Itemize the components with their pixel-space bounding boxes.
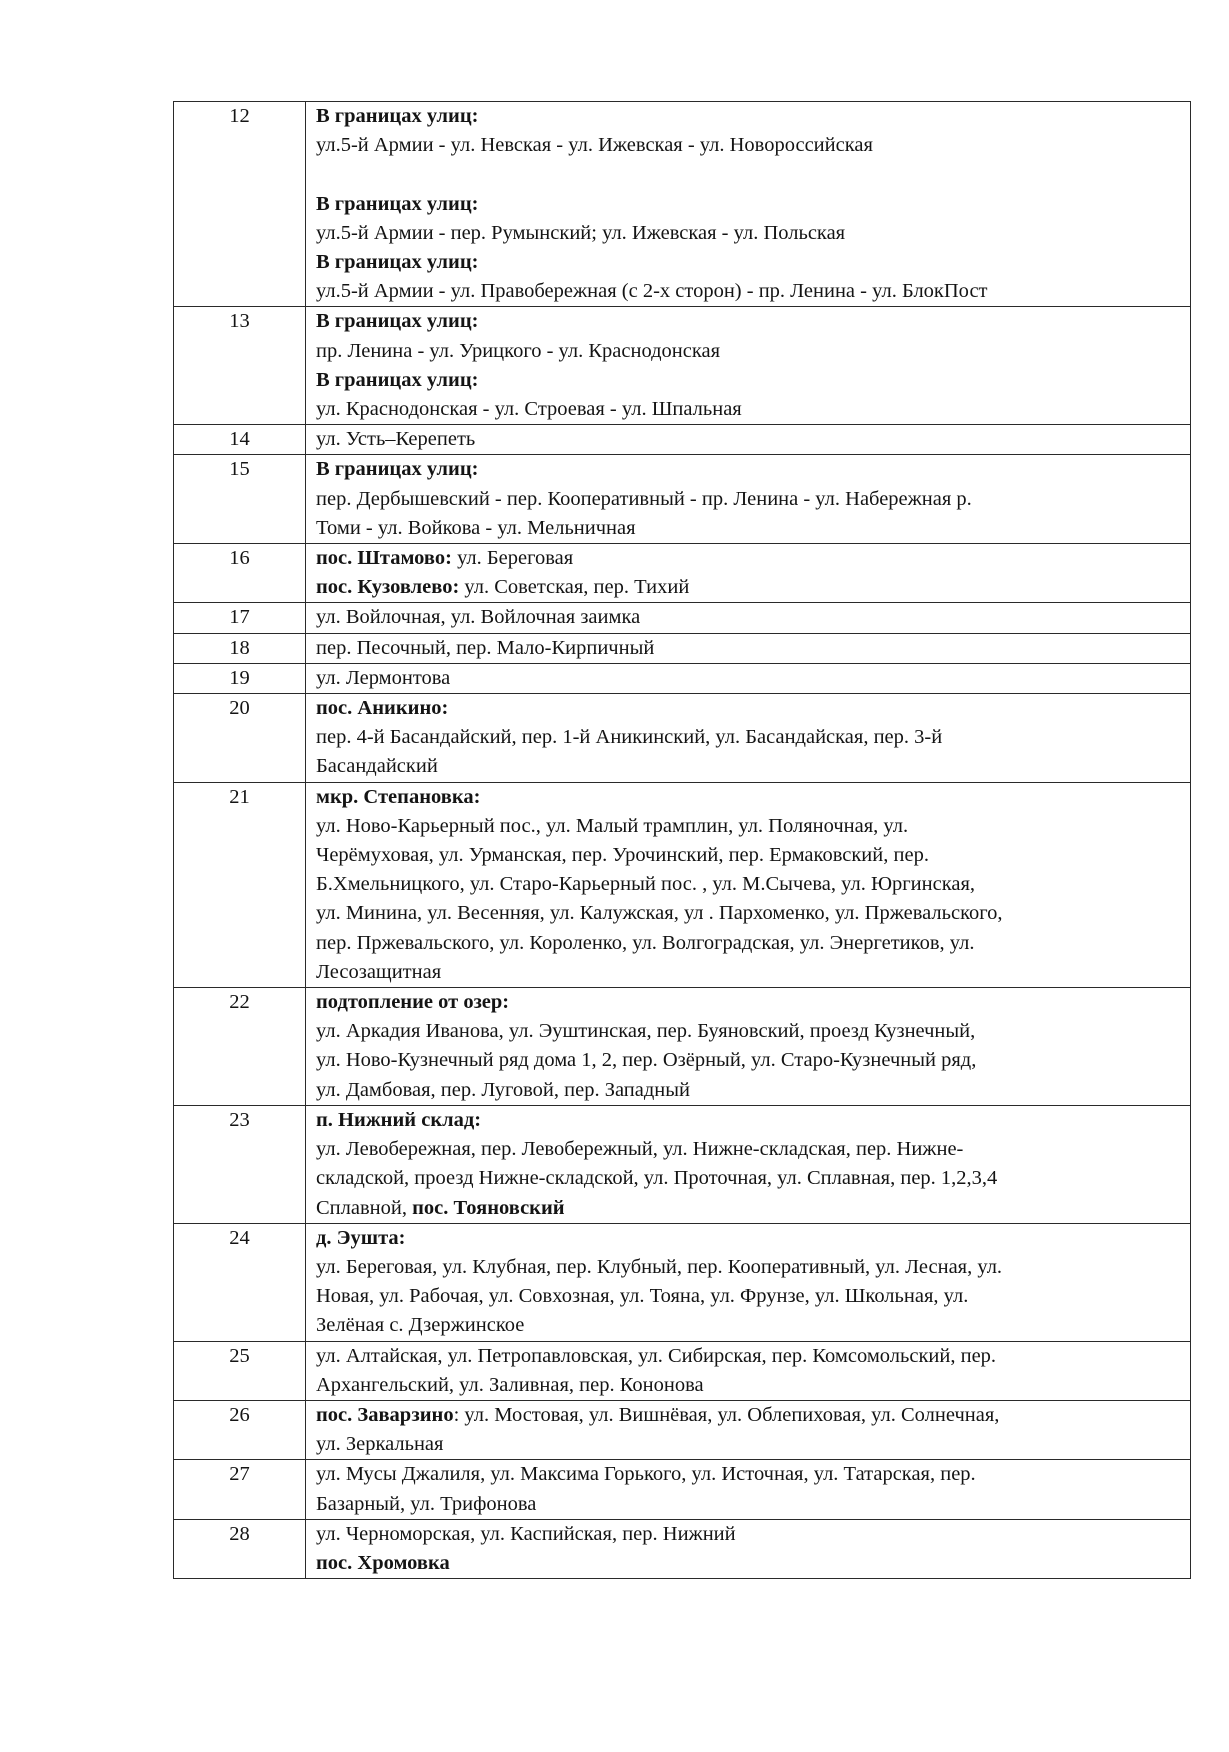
table-row <box>174 988 1191 1106</box>
row-number: 12 <box>174 102 306 307</box>
streets-table-body <box>174 102 1191 1579</box>
address-line <box>316 1106 1186 1135</box>
row-number: 19 <box>174 663 306 693</box>
locality-heading: В границах улиц: <box>316 105 479 127</box>
address-line <box>316 664 1186 693</box>
locality-heading: пос. Хромовка <box>316 1551 450 1574</box>
locality-heading: пос. Кузовлево: <box>316 576 460 599</box>
table-row <box>174 1400 1191 1459</box>
address-line <box>316 1342 1186 1371</box>
street-text: : ул. Мостовая, ул. Вишнёвая, ул. Облепиховая, ул. Солнечная, <box>453 1403 1000 1426</box>
street-text: Новая, ул. Рабочая, ул. Совхозная, ул. Тояна, ул. Фрунзе, ул. Школьная, ул. <box>316 1285 969 1308</box>
street-text: пер. Дербышевский - пер. Кооперативный - пр. Ленина - ул. Набережная р. <box>316 487 972 510</box>
address-line <box>316 248 1186 277</box>
address-line <box>316 1311 1186 1340</box>
address-line <box>316 752 1186 781</box>
street-text: Архангельский, ул. Заливная, пер. Кононова <box>316 1373 704 1396</box>
address-line <box>316 694 1186 723</box>
street-text: пер. 4-й Басандайский, пер. 1-й Аникинский, ул. Басандайская, пер. 3-й <box>316 726 943 749</box>
row-number: 18 <box>174 633 306 663</box>
address-line <box>316 455 1186 484</box>
address-line <box>316 1076 1186 1105</box>
street-text: Б.Хмельницкого, ул. Старо-Карьерный пос. , ул. М.Сычева, ул. Юргинская, <box>316 873 976 896</box>
street-text: Сплавной, <box>316 1196 413 1219</box>
address-cell <box>306 102 1191 307</box>
row-number: 25 <box>174 1341 306 1400</box>
address-cell <box>306 1460 1191 1519</box>
street-text: Лесозащитная <box>316 960 442 983</box>
table-row <box>174 1341 1191 1400</box>
address-cell <box>306 1400 1191 1459</box>
street-text: ул. Мусы Джалиля, ул. Максима Горького, ул. Источная, ул. Татарская, пер. <box>316 1463 976 1486</box>
address-line <box>316 603 1186 632</box>
address-cell <box>306 1341 1191 1400</box>
table-row <box>174 1223 1191 1341</box>
street-text: Базарный, ул. Трифонова <box>316 1492 537 1515</box>
address-cell <box>306 694 1191 783</box>
address-line <box>316 723 1186 752</box>
address-line <box>316 1371 1186 1400</box>
locality-heading: п. Нижний склад: <box>316 1108 482 1131</box>
address-line <box>316 958 1186 987</box>
locality-heading: мкр. Степановка: <box>316 785 481 808</box>
streets-table <box>173 101 1191 1579</box>
address-line <box>316 514 1186 543</box>
table-row <box>174 782 1191 987</box>
row-number: 28 <box>174 1519 306 1578</box>
table-row <box>174 1519 1191 1578</box>
street-text: пр. Ленина - ул. Урицкого - ул. Краснодонская <box>316 339 721 362</box>
locality-heading: В границах улиц: <box>316 458 479 481</box>
address-line <box>316 190 1186 219</box>
row-number: 26 <box>174 1400 306 1459</box>
locality-heading: В границах улиц: <box>316 192 479 215</box>
locality-heading: В границах улиц: <box>316 310 479 333</box>
row-number: 16 <box>174 544 306 603</box>
address-line <box>316 1490 1186 1519</box>
locality-heading: пос. Заварзино <box>316 1403 454 1426</box>
address-line <box>316 1549 1186 1578</box>
address-line <box>316 1520 1186 1549</box>
address-cell <box>306 782 1191 987</box>
street-text: ул. Войлочная, ул. Войлочная заимка <box>316 606 641 629</box>
street-text: Томи - ул. Войкова - ул. Мельничная <box>316 516 636 539</box>
street-text: ул. Советская, пер. Тихий <box>459 576 690 599</box>
blank-line <box>316 160 1186 189</box>
address-cell <box>306 1223 1191 1341</box>
row-number: 23 <box>174 1105 306 1223</box>
address-line <box>316 812 1186 841</box>
address-line <box>316 634 1186 663</box>
locality-heading: пос. Штамово: <box>316 547 452 570</box>
address-line <box>316 131 1186 160</box>
address-line <box>316 783 1186 812</box>
address-line <box>316 841 1186 870</box>
locality-heading: пос. Тояновский <box>412 1196 565 1219</box>
row-number: 17 <box>174 603 306 633</box>
row-number: 13 <box>174 307 306 425</box>
table-row <box>174 544 1191 603</box>
address-line <box>316 1224 1186 1253</box>
table-row <box>174 455 1191 544</box>
address-cell <box>306 663 1191 693</box>
table-row <box>174 633 1191 663</box>
street-text: пер. Пржевальского, ул. Короленко, ул. Волгоградская, ул. Энергетиков, ул. <box>316 931 975 954</box>
row-number: 15 <box>174 455 306 544</box>
street-text: ул. Черноморская, ул. Каспийская, пер. Нижний <box>316 1522 736 1545</box>
table-row <box>174 1460 1191 1519</box>
row-number: 22 <box>174 988 306 1106</box>
address-cell <box>306 307 1191 425</box>
street-text: ул. Левобережная, пер. Левобережный, ул. Нижне-складская, пер. Нижне- <box>316 1138 964 1161</box>
address-line <box>316 485 1186 514</box>
address-line <box>316 425 1186 454</box>
street-text: Басандайский <box>316 755 438 778</box>
address-cell <box>306 633 1191 663</box>
street-text: ул. Минина, ул. Весенняя, ул. Калужская, ул . Пархоменко, ул. Пржевальского, <box>316 902 1003 925</box>
table-row <box>174 425 1191 455</box>
address-cell <box>306 1105 1191 1223</box>
locality-heading: д. Эушта: <box>316 1226 406 1249</box>
table-row <box>174 603 1191 633</box>
address-line <box>316 277 1186 306</box>
address-line <box>316 1164 1186 1193</box>
address-line <box>316 395 1186 424</box>
street-text: ул. Аркадия Иванова, ул. Эуштинская, пер. Буяновский, проезд Кузнечный, <box>316 1020 976 1043</box>
address-line <box>316 1282 1186 1311</box>
row-number: 14 <box>174 425 306 455</box>
table-row <box>174 1105 1191 1223</box>
address-line <box>316 337 1186 366</box>
table-row <box>174 694 1191 783</box>
street-text: ул.5-й Армии - ул. Правобережная (с 2-х сторон) - пр. Ленина - ул. БлокПост <box>316 280 988 303</box>
locality-heading: подтопление от озер: <box>316 991 510 1014</box>
street-text: ул.5-й Армии - ул. Невская - ул. Ижевская - ул. Новороссийская <box>316 134 873 157</box>
row-number: 20 <box>174 694 306 783</box>
address-line <box>316 1135 1186 1164</box>
address-line <box>316 870 1186 899</box>
address-cell <box>306 603 1191 633</box>
street-text: ул. Зеркальная <box>316 1433 444 1456</box>
table-row <box>174 307 1191 425</box>
street-text: ул. Усть–Керепеть <box>316 428 476 451</box>
street-text: ул. Ново-Карьерный пос., ул. Малый трамплин, ул. Поляночная, ул. <box>316 814 909 837</box>
address-line <box>316 1046 1186 1075</box>
address-line <box>316 307 1186 336</box>
street-text: ул. Дамбовая, пер. Луговой, пер. Западный <box>316 1078 691 1101</box>
address-line <box>316 899 1186 928</box>
address-line <box>316 573 1186 602</box>
address-line <box>316 102 1186 131</box>
address-line <box>316 988 1186 1017</box>
street-text: ул. Ново-Кузнечный ряд дома 1, 2, пер. Озёрный, ул. Старо-Кузнечный ряд, <box>316 1049 977 1072</box>
street-text: пер. Песочный, пер. Мало-Кирпичный <box>316 636 655 659</box>
street-text: ул. Лермонтова <box>316 666 451 689</box>
locality-heading: пос. Аникино: <box>316 697 449 720</box>
address-line <box>316 544 1186 573</box>
street-text: ул. Краснодонская - ул. Строевая - ул. Шпальная <box>316 398 742 421</box>
street-text: складской, проезд Нижне-складской, ул. Проточная, ул. Сплавная, пер. 1,2,3,4 <box>316 1167 998 1190</box>
row-number: 27 <box>174 1460 306 1519</box>
address-line <box>316 1430 1186 1459</box>
address-cell <box>306 425 1191 455</box>
address-cell <box>306 1519 1191 1578</box>
row-number: 21 <box>174 782 306 987</box>
street-text: ул. Алтайская, ул. Петропавловская, ул. Сибирская, пер. Комсомольский, пер. <box>316 1344 997 1367</box>
address-cell <box>306 544 1191 603</box>
address-line <box>316 1253 1186 1282</box>
locality-heading: В границах улиц: <box>316 368 479 391</box>
street-text: ул. Береговая, ул. Клубная, пер. Клубный, пер. Кооперативный, ул. Лесная, ул. <box>316 1255 1003 1278</box>
address-line <box>316 1401 1186 1430</box>
address-line <box>316 1017 1186 1046</box>
address-line <box>316 1194 1186 1223</box>
address-line <box>316 929 1186 958</box>
address-line <box>316 1460 1186 1489</box>
address-line <box>316 219 1186 248</box>
table-row <box>174 102 1191 307</box>
address-cell <box>306 988 1191 1106</box>
locality-heading: В границах улиц: <box>316 251 479 273</box>
address-cell <box>306 455 1191 544</box>
table-row <box>174 663 1191 693</box>
street-text: ул.5-й Армии - пер. Румынский; ул. Ижевская - ул. Польская <box>316 221 846 244</box>
street-text: ул. Береговая <box>451 547 574 570</box>
address-line <box>316 366 1186 395</box>
street-text: Черёмуховая, ул. Урманская, пер. Урочинский, пер. Ермаковский, пер. <box>316 844 929 867</box>
row-number: 24 <box>174 1223 306 1341</box>
street-text: Зелёная с. Дзержинское <box>316 1314 525 1337</box>
